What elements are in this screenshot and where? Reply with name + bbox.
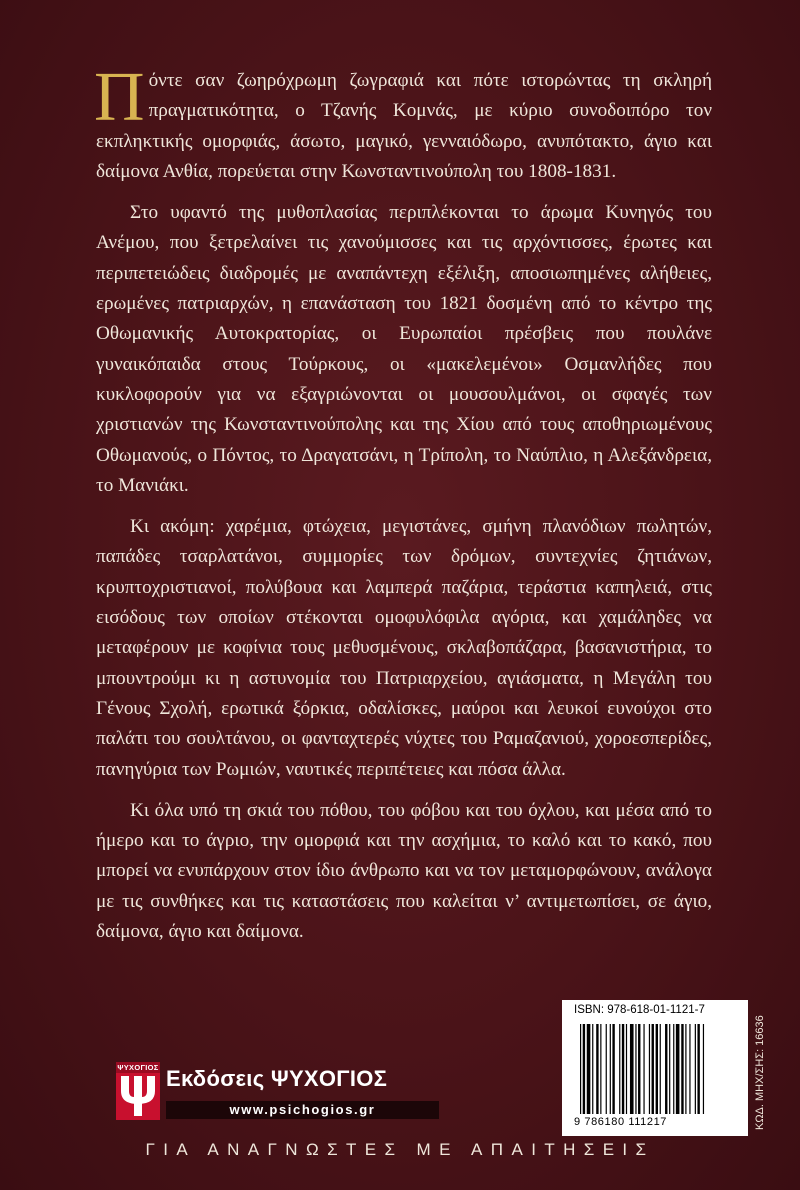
isbn-text: ISBN: 978-618-01-1121-7 xyxy=(574,1004,705,1016)
barcode-bar xyxy=(689,1024,690,1114)
publisher-website[interactable]: www.psichogios.gr xyxy=(229,1102,376,1117)
back-cover-description xyxy=(94,59,712,958)
barcode-bar xyxy=(596,1024,598,1114)
paragraph-2: Στο υφαντό της μυθοπλασίας περιπλέκονται το άρωμα Κυνηγός του Ανέμου, που ξετρελαίνει τις χανούμισσες και τις αρχόντισσες, έρωτες και περιπετειώδεις διαδρομές με αναπάντεχη εξέλιξη, αποσιωπημένες αλήθειες, ερωμένες πατριαρχών, η επανάσταση του 1821 δοσμένη από το κέντρο της Οθωμανικής Αυτοκρατορίας, οι Ευρωπαίοι πρέσβεις που πουλάνε γυναικόπαιδα στους Τούρκους, οι «μακελεμένοι» Οσμανλήδες που κυκλοφορούν για να εξαγριώνονται οι μουσουλμάνοι, οι σφαγές των χριστιανών της Κωνσταντινούπολης και της Χίου από τους αποθηριωμένους Οθωμανούς, ο Πόντος, το Δραγατσάνι, η Τρίπολη, το Ναύπλιο, η Αλεξάνδρεια, το Μανιάκι. xyxy=(96,202,712,496)
barcode-bar xyxy=(600,1024,601,1114)
paragraph-4: Κι όλα υπό τη σκιά του πόθου, του φόβου και του όχλου, και μέσα από το ήμερο και το άγριο, την ομορφιά και την ασχήμια, το καλό και το κακό, που μπορεί να ενυπάρχουν στον ίδιο άνθρωπο και να τον μεταμορφώνουν, ανάλογα με τις συνθήκες και τις καταστάσεις που καλείται ν’ αντιμετωπίσει, σε άγιο, δαίμονα, άγιο και δαίμονα. xyxy=(96,799,712,943)
barcode-bar xyxy=(606,1024,607,1114)
barcode-bar xyxy=(703,1024,704,1114)
barcode-bar xyxy=(610,1024,611,1114)
barcode-box xyxy=(562,1000,748,1136)
barcode-bar xyxy=(660,1024,661,1114)
barcode-bar xyxy=(580,1024,581,1114)
barcode-bar xyxy=(695,1024,696,1114)
barcode-bar xyxy=(669,1024,670,1114)
barcode-bar xyxy=(630,1024,634,1114)
paragraph-3: Κι ακόμη: χαρέμια, φτώχεια, μεγιστάνες, σμήνη πλανόδιων πωλητών, παπάδες τσαρλατάνοι, συμμορίες των δρόμων, συντεχνίες ζητιάνων, κρυπτοχριστιανοί, πολύβουα και λαμπερά παζάρια, τεράστια καπηλειά, στις εισόδους των οποίων στέκονται ομοφυλόφιλα αγόρια, και χαμάληδες να μεταφέρουν με κοφίνια τους μεθυσμένους, σκλαβοπάζαρα, βασανιστήρια, το μπουντρούμι κι η αστυνομία του Πατριαρχείου, αγιάσματα, η Μεγάλη του Γένους Σχολή, ερωτικά ξόρκια, οδαλίσκες, μαύροι και λευκοί ευνούχοι στο παλάτι του σουλτάνου, οι φανταχτερές νύχτες του Ραμαζανιού, χοροεσπερίδες, πανηγύρια των Ρωμιών, ναυτικές περιπέτειες και πόσα άλλα. xyxy=(96,516,712,780)
logo-wordmark: ΨΥΧΟΓΙΟΣ xyxy=(117,1063,159,1072)
barcode-bar xyxy=(681,1024,683,1114)
barcode-bar xyxy=(635,1024,636,1114)
barcode-number: 9 786180 111217 xyxy=(574,1116,668,1128)
publisher-name: Εκδόσεις ΨΥΧΟΓΙΟΣ xyxy=(166,1066,388,1091)
barcode-bar xyxy=(649,1024,650,1114)
paragraph-1 xyxy=(94,59,712,187)
barcode-bar xyxy=(587,1024,591,1114)
barcode-bar xyxy=(622,1024,624,1114)
barcode-bar xyxy=(685,1024,686,1114)
barcode-bar xyxy=(665,1024,667,1114)
barcode-bar xyxy=(673,1024,674,1114)
barcode-icon xyxy=(578,1024,740,1114)
barcode-bar xyxy=(697,1024,699,1114)
barcode-bar xyxy=(676,1024,680,1114)
tagline: ΓΙΑ ΑΝΑΓΝΩΣΤΕΣ ΜΕ ΑΠΑΙΤΗΣΕΙΣ xyxy=(145,1140,655,1159)
barcode-bar xyxy=(626,1024,627,1114)
website-bar xyxy=(166,1101,439,1119)
barcode-bar xyxy=(592,1024,593,1114)
product-code: ΚΩΔ. ΜΗΧ/ΣΗΣ: 16636 xyxy=(754,1015,766,1131)
barcode-bar xyxy=(656,1024,658,1114)
drop-cap: Π xyxy=(94,59,145,136)
barcode-bar xyxy=(612,1024,614,1114)
barcode-bar xyxy=(643,1024,644,1114)
barcode-bar xyxy=(619,1024,620,1114)
paragraph-1-text: όντε σαν ζωηρόχρωμη ζωγραφιά και πότε ιστορώντας τη σκληρή πραγματικότητα, ο Τζανής Κομνάς, με κύριο συνοδοιπόρο τον εκπληκτικής ομορφιάς, άσωτο, μαγικό, γενναιόδωρο, ανυπότακτο, άγιο και δαίμονα Ανθία, πορεύεται στην Κωνσταντινούπολη του 1808-1831. xyxy=(96,70,712,182)
barcode-bar xyxy=(638,1024,640,1114)
barcode-bar xyxy=(583,1024,585,1114)
barcode-bar xyxy=(652,1024,654,1114)
